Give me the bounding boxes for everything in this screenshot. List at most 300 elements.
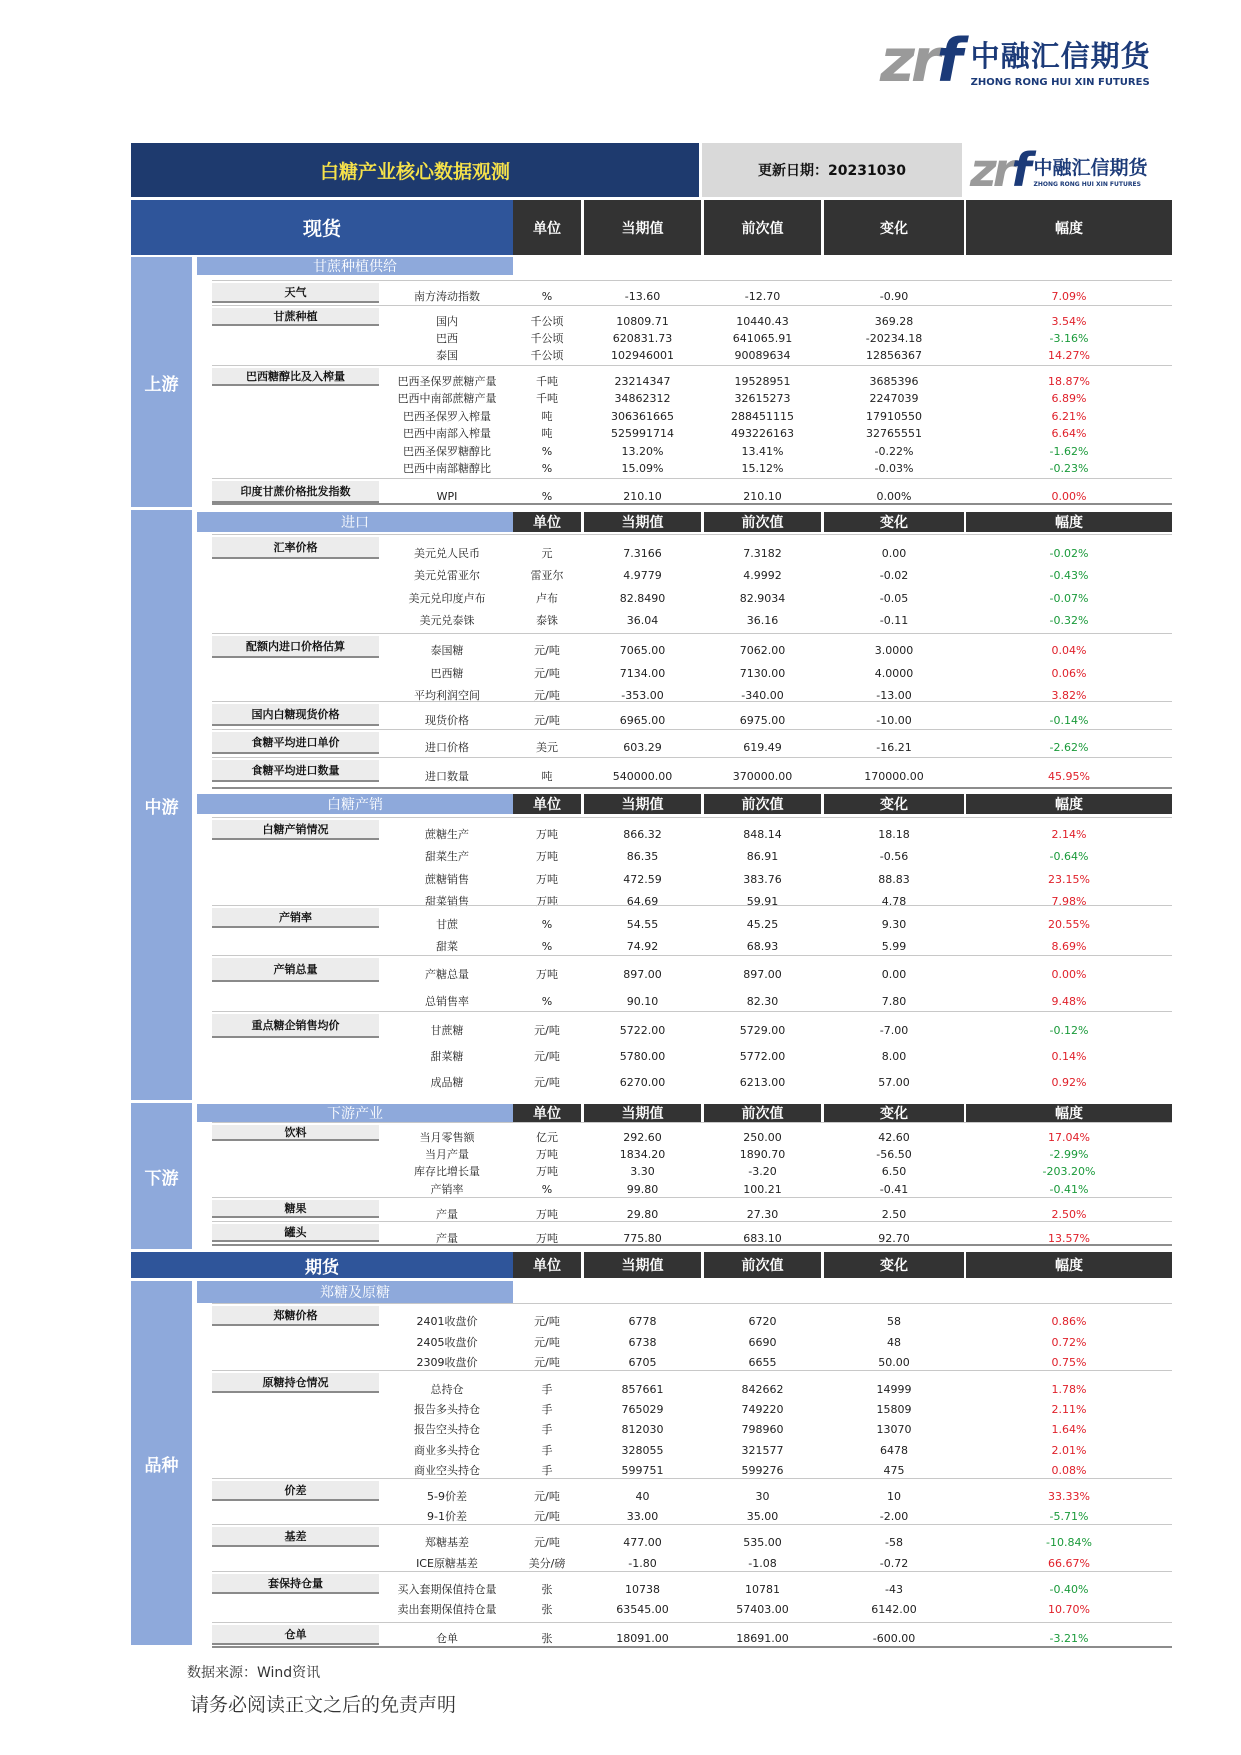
current-value: 603.29 bbox=[623, 741, 662, 754]
previous-value: 641065.91 bbox=[732, 332, 793, 345]
indicator-name: 巴西中南部糖醇比 bbox=[403, 462, 491, 475]
change-value: 57.00 bbox=[878, 1076, 910, 1089]
range-value: 6.89% bbox=[1051, 392, 1087, 405]
range-value: -0.41% bbox=[1049, 1183, 1089, 1196]
unit-value: 手 bbox=[541, 1383, 553, 1396]
indicator-name: 巴西圣保罗糖醇比 bbox=[403, 445, 491, 458]
previous-value: 59.91 bbox=[746, 895, 779, 908]
change-value: 0.00 bbox=[881, 968, 907, 981]
range-value: 1.64% bbox=[1051, 1423, 1087, 1436]
current-value: 7.3166 bbox=[623, 547, 662, 560]
range-value: 1.78% bbox=[1051, 1383, 1087, 1396]
row-divider bbox=[212, 1197, 1172, 1198]
row-divider bbox=[212, 1622, 1172, 1623]
current-value: 82.8490 bbox=[619, 592, 666, 605]
range-value: -0.32% bbox=[1049, 614, 1089, 627]
column-header-range: 幅度 bbox=[966, 512, 1172, 532]
row-divider bbox=[212, 534, 1172, 535]
range-value: -2.62% bbox=[1049, 741, 1089, 754]
indicator-name: 商业空头持仓 bbox=[414, 1464, 480, 1477]
previous-value: 1890.70 bbox=[739, 1148, 786, 1161]
unit-value: 千公顷 bbox=[530, 332, 564, 345]
indicator-name: 美元兑印度卢布 bbox=[408, 592, 486, 605]
current-value: 292.60 bbox=[623, 1131, 662, 1144]
group-label: 糖果 bbox=[212, 1200, 379, 1218]
previous-value: 619.49 bbox=[743, 741, 782, 754]
group-label: 食糖平均进口数量 bbox=[212, 760, 379, 782]
column-header-previous: 前次值 bbox=[704, 794, 821, 814]
change-value: 6142.00 bbox=[871, 1603, 917, 1616]
previous-value: 7062.00 bbox=[739, 644, 786, 657]
change-value: 3685396 bbox=[869, 375, 919, 388]
row-divider bbox=[212, 1571, 1172, 1572]
row-divider bbox=[212, 305, 1172, 306]
row-divider bbox=[212, 280, 1172, 281]
group-label: 饮料 bbox=[212, 1125, 379, 1141]
previous-value: 5729.00 bbox=[739, 1024, 786, 1037]
previous-value: 45.25 bbox=[746, 918, 779, 931]
current-value: 477.00 bbox=[623, 1536, 662, 1549]
unit-value: 万吨 bbox=[536, 828, 558, 841]
unit-value: % bbox=[541, 1183, 553, 1196]
change-value: 15809 bbox=[876, 1403, 912, 1416]
range-value: 0.00% bbox=[1051, 490, 1087, 503]
range-value: -203.20% bbox=[1042, 1165, 1096, 1178]
range-value: 0.14% bbox=[1051, 1050, 1087, 1063]
indicator-name: WPI bbox=[436, 490, 458, 503]
indicator-name: ICE原糖基差 bbox=[416, 1557, 478, 1570]
row-divider bbox=[212, 1221, 1172, 1222]
company-logo bbox=[880, 28, 1151, 94]
logo-chinese-name: 中融汇信期货 bbox=[970, 39, 1151, 73]
current-value: 74.92 bbox=[626, 940, 659, 953]
range-value: -2.99% bbox=[1049, 1148, 1089, 1161]
change-value: 475 bbox=[883, 1464, 905, 1477]
change-value: 4.0000 bbox=[874, 667, 914, 680]
unit-value: 元/吨 bbox=[534, 1336, 560, 1349]
previous-value: 7.3182 bbox=[743, 547, 782, 560]
current-value: 525991714 bbox=[611, 427, 674, 440]
change-value: 18.18 bbox=[878, 828, 910, 841]
unit-value: 元/吨 bbox=[534, 1490, 560, 1503]
group-label: 仓单 bbox=[212, 1625, 379, 1645]
column-header-unit: 单位 bbox=[513, 794, 581, 814]
indicator-name: 泰国 bbox=[436, 349, 458, 362]
previous-value: -12.70 bbox=[744, 290, 781, 303]
previous-value: 848.14 bbox=[743, 828, 782, 841]
previous-value: 6213.00 bbox=[739, 1076, 786, 1089]
previous-value: 493226163 bbox=[731, 427, 794, 440]
column-header-current: 当期值 bbox=[584, 1252, 701, 1278]
logo-english-name: ZHONG RONG HUI XIN FUTURES bbox=[970, 77, 1150, 88]
change-value: 14999 bbox=[876, 1383, 912, 1396]
unit-value: 元/吨 bbox=[534, 644, 560, 657]
range-value: 0.86% bbox=[1051, 1315, 1087, 1328]
previous-value: 18691.00 bbox=[736, 1632, 789, 1645]
indicator-name: 美元兑人民币 bbox=[414, 547, 480, 560]
current-value: 23214347 bbox=[614, 375, 671, 388]
column-header-change: 变化 bbox=[824, 1104, 964, 1122]
unit-value: 元/吨 bbox=[534, 1024, 560, 1037]
row-divider bbox=[212, 905, 1172, 906]
group-label: 甘蔗种植 bbox=[212, 308, 379, 326]
unit-value: % bbox=[541, 445, 553, 458]
current-value: 7065.00 bbox=[619, 644, 666, 657]
current-value: 5780.00 bbox=[619, 1050, 666, 1063]
indicator-name: 产糖总量 bbox=[425, 968, 469, 981]
current-value: 1834.20 bbox=[619, 1148, 666, 1161]
current-value: 812030 bbox=[621, 1423, 664, 1436]
previous-value: 68.93 bbox=[746, 940, 779, 953]
row-divider bbox=[212, 757, 1172, 758]
change-value: -0.56 bbox=[879, 850, 909, 863]
unit-value: 千吨 bbox=[536, 375, 558, 388]
row-divider bbox=[212, 729, 1172, 730]
column-header-range: 幅度 bbox=[966, 794, 1172, 814]
previous-value: 599276 bbox=[741, 1464, 784, 1477]
current-value: 3.30 bbox=[630, 1165, 655, 1178]
group-label: 套保持仓量 bbox=[212, 1574, 379, 1594]
current-value: -1.80 bbox=[628, 1557, 657, 1570]
indicator-name: 2401收盘价 bbox=[416, 1315, 478, 1328]
previous-value: 749220 bbox=[741, 1403, 784, 1416]
current-value: 99.80 bbox=[626, 1183, 659, 1196]
column-header-unit: 单位 bbox=[513, 200, 581, 255]
group-label: 基差 bbox=[212, 1527, 379, 1547]
range-value: -0.07% bbox=[1049, 592, 1089, 605]
indicator-name: 5-9价差 bbox=[427, 1490, 467, 1503]
group-label: 巴西糖醇比及入榨量 bbox=[212, 368, 379, 386]
range-value: 0.08% bbox=[1051, 1464, 1087, 1477]
unit-value: 张 bbox=[541, 1603, 553, 1616]
change-value: 13070 bbox=[876, 1423, 912, 1436]
group-label: 国内白糖现货价格 bbox=[212, 704, 379, 726]
change-value: -0.11 bbox=[879, 614, 909, 627]
sub-import: 进口 bbox=[197, 512, 513, 532]
change-value: 4.78 bbox=[881, 895, 907, 908]
current-value: 6778 bbox=[628, 1315, 657, 1328]
range-value: 9.48% bbox=[1051, 995, 1087, 1008]
unit-value: % bbox=[541, 995, 553, 1008]
previous-value: 15.12% bbox=[741, 462, 784, 475]
previous-value: -1.08 bbox=[748, 1557, 777, 1570]
indicator-name: 库存比增长量 bbox=[414, 1165, 480, 1178]
indicator-name: 2405收盘价 bbox=[416, 1336, 478, 1349]
unit-value: % bbox=[541, 918, 553, 931]
indicator-name: 现货价格 bbox=[425, 714, 469, 727]
header-logo: zrf 中融汇信期货 ZHONG RONG HUI XIN FUTURES bbox=[970, 143, 1148, 197]
indicator-name: 甘蔗糖 bbox=[430, 1024, 464, 1037]
unit-value: 万吨 bbox=[536, 1208, 558, 1221]
unit-value: 万吨 bbox=[536, 895, 558, 908]
column-header-unit: 单位 bbox=[513, 1104, 581, 1122]
range-value: 6.21% bbox=[1051, 410, 1087, 423]
unit-value: 元 bbox=[541, 547, 553, 560]
previous-value: 82.9034 bbox=[739, 592, 786, 605]
unit-value: 手 bbox=[541, 1423, 553, 1436]
previous-value: 10781 bbox=[745, 1583, 780, 1596]
previous-value: 6720 bbox=[748, 1315, 777, 1328]
group-label: 印度甘蔗价格批发指数 bbox=[212, 481, 379, 503]
unit-value: 元/吨 bbox=[534, 714, 560, 727]
row-divider bbox=[212, 478, 1172, 479]
range-value: 23.15% bbox=[1048, 873, 1090, 886]
change-value: 6.50 bbox=[881, 1165, 907, 1178]
unit-value: 元/吨 bbox=[534, 1536, 560, 1549]
group-label: 汇率价格 bbox=[212, 537, 379, 559]
previous-value: 57403.00 bbox=[736, 1603, 789, 1616]
unit-value: 美元 bbox=[536, 741, 558, 754]
label-midstream: 中游 bbox=[131, 510, 192, 1100]
unit-value: 万吨 bbox=[536, 968, 558, 981]
current-value: 18091.00 bbox=[616, 1632, 669, 1645]
previous-value: 798960 bbox=[741, 1423, 784, 1436]
unit-value: 万吨 bbox=[536, 1165, 558, 1178]
indicator-name: 蔗糖销售 bbox=[425, 873, 469, 886]
change-value: -13.00 bbox=[876, 689, 912, 702]
row-divider bbox=[212, 1370, 1172, 1371]
change-value: 10 bbox=[887, 1490, 901, 1503]
unit-value: 吨 bbox=[541, 427, 553, 440]
change-value: 48 bbox=[887, 1336, 901, 1349]
unit-value: 千吨 bbox=[536, 392, 558, 405]
indicator-name: 郑糖基差 bbox=[425, 1536, 469, 1549]
previous-value: 683.10 bbox=[743, 1232, 782, 1245]
change-value: -43 bbox=[885, 1583, 903, 1596]
previous-value: 4.9992 bbox=[743, 569, 782, 582]
indicator-name: 产销率 bbox=[430, 1183, 464, 1196]
range-value: 14.27% bbox=[1048, 349, 1090, 362]
previous-value: 210.10 bbox=[743, 490, 782, 503]
indicator-name: 卖出套期保值持仓量 bbox=[397, 1603, 497, 1616]
current-value: 866.32 bbox=[623, 828, 662, 841]
range-value: 0.00% bbox=[1051, 968, 1087, 981]
range-value: 0.04% bbox=[1051, 644, 1087, 657]
column-header-change: 变化 bbox=[824, 512, 964, 532]
row-divider bbox=[212, 817, 1172, 818]
indicator-name: 巴西 bbox=[436, 332, 458, 345]
change-value: -0.03% bbox=[874, 462, 914, 475]
indicator-name: 蔗糖生产 bbox=[425, 828, 469, 841]
change-value: 170000.00 bbox=[864, 770, 924, 783]
column-header-range: 幅度 bbox=[966, 1104, 1172, 1122]
range-value: 45.95% bbox=[1048, 770, 1090, 783]
indicator-name: 买入套期保值持仓量 bbox=[397, 1583, 497, 1596]
unit-value: 吨 bbox=[541, 770, 553, 783]
column-header-current: 当期值 bbox=[584, 512, 701, 532]
current-value: 29.80 bbox=[626, 1208, 659, 1221]
previous-value: 6690 bbox=[748, 1336, 777, 1349]
change-value: 92.70 bbox=[878, 1232, 910, 1245]
row-divider bbox=[212, 365, 1172, 366]
current-value: -13.60 bbox=[624, 290, 661, 303]
label-downstream: 下游 bbox=[131, 1103, 192, 1249]
range-value: 7.09% bbox=[1051, 290, 1087, 303]
group-label: 天气 bbox=[212, 283, 379, 303]
unit-value: 千公顷 bbox=[530, 315, 564, 328]
range-value: 66.67% bbox=[1048, 1557, 1090, 1570]
unit-value: 雷亚尔 bbox=[530, 569, 564, 582]
range-value: -0.23% bbox=[1049, 462, 1089, 475]
change-value: 2.50 bbox=[881, 1208, 907, 1221]
change-value: -0.05 bbox=[879, 592, 909, 605]
column-header-current: 当期值 bbox=[584, 200, 701, 255]
change-value: 3.0000 bbox=[874, 644, 914, 657]
change-value: -600.00 bbox=[872, 1632, 916, 1645]
group-label: 产销总量 bbox=[212, 958, 379, 982]
column-header-current: 当期值 bbox=[584, 1104, 701, 1122]
change-value: -56.50 bbox=[876, 1148, 912, 1161]
current-value: 4.9779 bbox=[623, 569, 662, 582]
unit-value: 万吨 bbox=[536, 873, 558, 886]
range-value: 2.01% bbox=[1051, 1444, 1087, 1457]
row-divider bbox=[212, 1478, 1172, 1479]
range-value: 0.92% bbox=[1051, 1076, 1087, 1089]
label-upstream: 上游 bbox=[131, 257, 192, 507]
unit-value: 元/吨 bbox=[534, 1315, 560, 1328]
previous-value: 36.16 bbox=[746, 614, 779, 627]
unit-value: 万吨 bbox=[536, 850, 558, 863]
current-value: 90.10 bbox=[626, 995, 659, 1008]
previous-value: -3.20 bbox=[748, 1165, 777, 1178]
row-divider bbox=[212, 633, 1172, 634]
previous-value: 90089634 bbox=[734, 349, 791, 362]
previous-value: 321577 bbox=[741, 1444, 784, 1457]
row-divider bbox=[212, 1011, 1172, 1012]
range-value: -0.12% bbox=[1049, 1024, 1089, 1037]
column-header-range: 幅度 bbox=[966, 1252, 1172, 1278]
indicator-name: 总持仓 bbox=[430, 1383, 464, 1396]
previous-value: 27.30 bbox=[746, 1208, 779, 1221]
previous-value: 86.91 bbox=[746, 850, 779, 863]
unit-value: % bbox=[541, 490, 553, 503]
column-header-change: 变化 bbox=[824, 794, 964, 814]
current-value: 5722.00 bbox=[619, 1024, 666, 1037]
range-value: -0.40% bbox=[1049, 1583, 1089, 1596]
current-value: 36.04 bbox=[626, 614, 659, 627]
unit-value: 元/吨 bbox=[534, 689, 560, 702]
change-value: 12856367 bbox=[866, 349, 922, 362]
indicator-name: 产量 bbox=[436, 1208, 458, 1221]
previous-value: 6655 bbox=[748, 1356, 777, 1369]
current-value: 34862312 bbox=[614, 392, 671, 405]
indicator-name: 平均利润空间 bbox=[414, 689, 480, 702]
previous-value: 19528951 bbox=[734, 375, 791, 388]
current-value: 33.00 bbox=[626, 1510, 659, 1523]
column-header-previous: 前次值 bbox=[704, 200, 821, 255]
range-value: 0.75% bbox=[1051, 1356, 1087, 1369]
group-label: 原糖持仓情况 bbox=[212, 1373, 379, 1393]
unit-value: 手 bbox=[541, 1464, 553, 1477]
current-value: 15.09% bbox=[621, 462, 664, 475]
previous-value: 383.76 bbox=[743, 873, 782, 886]
indicator-name: 巴西圣保罗入榨量 bbox=[403, 410, 491, 423]
unit-value: 泰铢 bbox=[536, 614, 558, 627]
range-value: -0.14% bbox=[1049, 714, 1089, 727]
range-value: 18.87% bbox=[1048, 375, 1090, 388]
row-divider bbox=[212, 955, 1172, 956]
indicator-name: 当月零售额 bbox=[419, 1131, 475, 1144]
unit-value: 元/吨 bbox=[534, 1050, 560, 1063]
sub-zhengtang-raw: 郑糖及原糖 bbox=[197, 1281, 513, 1303]
previous-value: 897.00 bbox=[743, 968, 782, 981]
report-title: 白糖产业核心数据观测 bbox=[131, 143, 699, 197]
range-value: 3.82% bbox=[1051, 689, 1087, 702]
update-date: 更新日期：20231030 bbox=[702, 143, 962, 197]
indicator-name: 泰国糖 bbox=[430, 644, 464, 657]
change-value: -20234.18 bbox=[865, 332, 923, 345]
indicator-name: 报告多头持仓 bbox=[414, 1403, 480, 1416]
change-value: 5.99 bbox=[881, 940, 907, 953]
current-value: 102946001 bbox=[611, 349, 674, 362]
column-header-previous: 前次值 bbox=[704, 1104, 821, 1122]
indicator-name: 国内 bbox=[436, 315, 458, 328]
current-value: 63545.00 bbox=[616, 1603, 669, 1616]
current-value: 13.20% bbox=[621, 445, 664, 458]
indicator-name: 甜菜 bbox=[436, 940, 458, 953]
change-value: -2.00 bbox=[879, 1510, 909, 1523]
change-value: 7.80 bbox=[881, 995, 907, 1008]
indicator-name: 美元兑泰铢 bbox=[419, 614, 475, 627]
section-divider bbox=[212, 1646, 1172, 1648]
unit-value: 千公顷 bbox=[530, 349, 564, 362]
range-value: -3.16% bbox=[1049, 332, 1089, 345]
disclaimer: 请务必阅读正文之后的免责声明 bbox=[190, 1694, 457, 1716]
change-value: 50.00 bbox=[878, 1356, 910, 1369]
indicator-name: 甜菜销售 bbox=[425, 895, 469, 908]
indicator-name: 产量 bbox=[436, 1232, 458, 1245]
column-header-previous: 前次值 bbox=[704, 1252, 821, 1278]
indicator-name: 仓单 bbox=[436, 1632, 458, 1645]
indicator-name: 巴西中南部蔗糖产量 bbox=[397, 392, 497, 405]
indicator-name: 甜菜生产 bbox=[425, 850, 469, 863]
current-value: 6705 bbox=[628, 1356, 657, 1369]
unit-value: 元/吨 bbox=[534, 1510, 560, 1523]
change-value: -0.90 bbox=[879, 290, 909, 303]
range-value: -5.71% bbox=[1049, 1510, 1089, 1523]
data-source: 数据来源：Wind资讯 bbox=[187, 1665, 321, 1681]
current-value: 86.35 bbox=[626, 850, 659, 863]
current-value: 7134.00 bbox=[619, 667, 666, 680]
column-header-unit: 单位 bbox=[513, 512, 581, 532]
current-value: 857661 bbox=[621, 1383, 664, 1396]
change-value: 9.30 bbox=[881, 918, 907, 931]
change-value: -10.00 bbox=[876, 714, 912, 727]
indicator-name: 甘蔗 bbox=[436, 918, 458, 931]
group-label: 配额内进口价格估算 bbox=[212, 636, 379, 658]
current-value: 6270.00 bbox=[619, 1076, 666, 1089]
unit-value: 元/吨 bbox=[534, 1356, 560, 1369]
current-value: 6738 bbox=[628, 1336, 657, 1349]
change-value: 6478 bbox=[880, 1444, 908, 1457]
change-value: 0.00 bbox=[881, 547, 907, 560]
change-value: -0.72 bbox=[879, 1557, 909, 1570]
change-value: 0.00% bbox=[876, 490, 912, 503]
section-spot: 现货 bbox=[131, 200, 513, 255]
current-value: 620831.73 bbox=[612, 332, 673, 345]
range-value: -3.21% bbox=[1049, 1632, 1089, 1645]
unit-value: 卢布 bbox=[536, 592, 558, 605]
indicator-name: 南方涛动指数 bbox=[414, 290, 480, 303]
change-value: 2247039 bbox=[869, 392, 919, 405]
row-divider bbox=[212, 1524, 1172, 1525]
range-value: -0.64% bbox=[1049, 850, 1089, 863]
group-label: 罐头 bbox=[212, 1224, 379, 1242]
current-value: 599751 bbox=[621, 1464, 664, 1477]
column-header-change: 变化 bbox=[824, 200, 964, 255]
current-value: 54.55 bbox=[626, 918, 659, 931]
current-value: 765029 bbox=[621, 1403, 664, 1416]
